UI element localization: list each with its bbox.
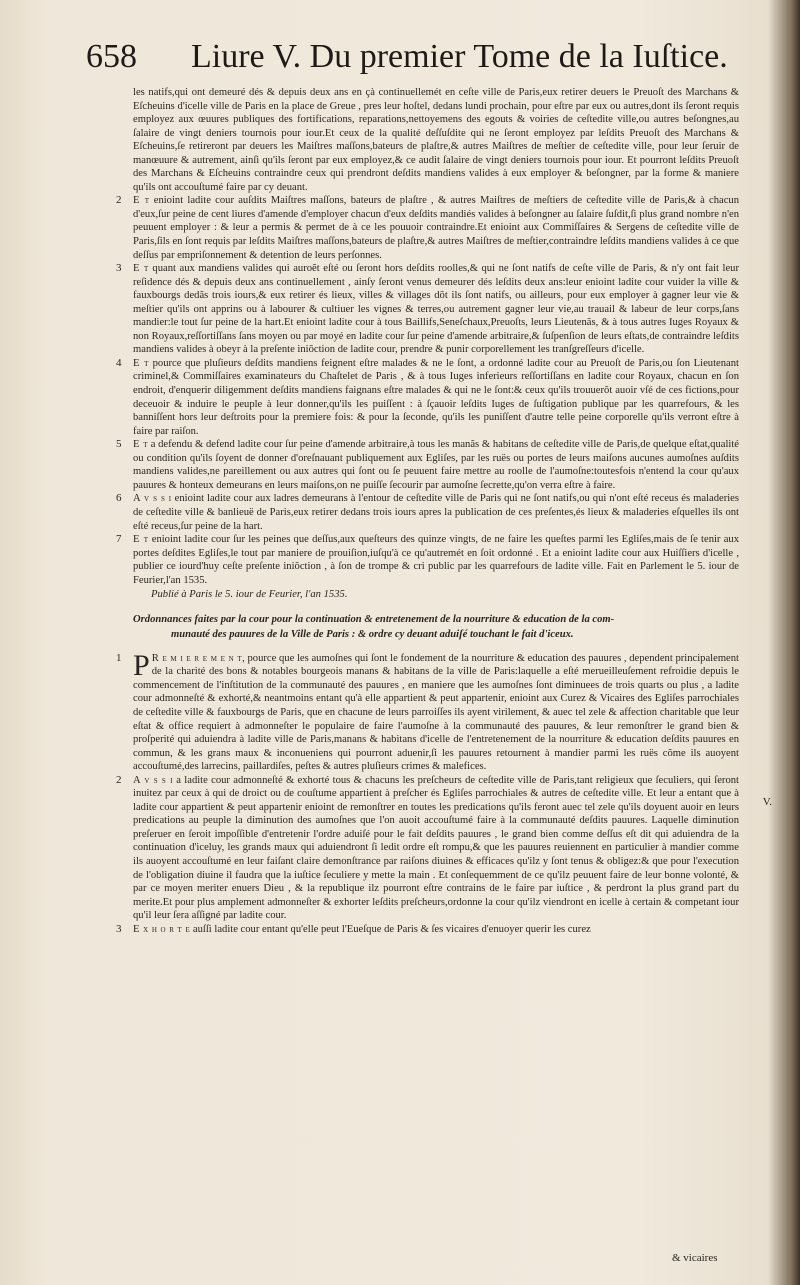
paragraph-6 [116, 492, 739, 533]
article-text: , pource que les aumoſnes qui ſont le fondement de la nourriture & education des pauures , dependent principalement de la charité des bons & notables bourgeois manans & habitans de la ville de Paris:laquelle a eſté merueilleuſement refroidie depuis le commencement de l'inſtitution de la communauté des pauures , en maniere que les aumoſnes ſont diminuees de trois quarts ou plus , a ladite cour admonneſté & exhorté,& neantmoins entant qu'à elle appartient & peut appartenir, enioint aux Curez & Vicaires des Egliſes parrochiales de ceſtedite ville & fauxbourgs de Paris, que en chacune de leurs parroiſſes ils ayent virilement, & auec tel zele & affection charitable que leur eſtat & office requiert à admonneſter le populaire de faire l'aumoſne à la communauté des pauures, & leur remonſtrer le grand bien & proſperité qui aduiendra à ladite ville de Paris,manans & habitans d'icelle de l'entretenement de la nourriture & education deſdits pauures en commun, & les grans maux & inconueniens qui pourront aduenir,ſi les pauures retournent à mandier parmi les ruës cõme ils auoyent accouſtumé,des larrecins, paillardiſes, peſtes & autres pluſieurs crimes & malefices. [133, 652, 740, 773]
paragraph-number: 5 [116, 438, 122, 451]
article-number: 2 [116, 773, 122, 786]
paragraph-number: 3 [116, 262, 122, 275]
paragraph-lead: E t [133, 534, 149, 546]
ordonnance-article-3 [116, 922, 739, 937]
running-title: Liure V. Du premier Tome de la Iuſtice. [191, 38, 728, 75]
paragraph-number: 2 [116, 194, 122, 207]
article-text: auſſi ladite cour entant qu'elle peut l'Eueſque de Paris & ſes vicaires d'enuoyer querir les curez [190, 923, 591, 935]
section-title-line-2: munauté des pauures de la Ville de Paris : & ordre cy deuant aduiſé touchant le fait d'iceux. [171, 628, 574, 640]
page-header [86, 38, 740, 82]
paragraph-lead: E t [133, 263, 149, 275]
article-lead: A v s s i [133, 774, 173, 786]
article-lead: E x h o r t e [133, 923, 191, 935]
paragraph-number: 7 [116, 533, 122, 546]
drop-cap: P [133, 648, 150, 682]
paragraph-number: 6 [116, 492, 122, 505]
paragraph-text: quant aux mandiens valides qui auroẽt eſté ou ſeront hors deſdits roolles,& qui ne ſont natifs de ceſte ville de Paris, & n'y ont fait leur reſidence dés & depuis deux ans continuellement , ainſy ſeront venus demeurer dés leſdits deux ans:leur enioint ladite cour vuider la ville & fauxbourgs dedãs trois iours,& eux retirer és lieux, villes & villages dõt ils ſont natifs, ou ailleurs, pour eux employer à gagner leur vie & meſtier qu'ils ont apprins ou à labourer & cultiuer les vignes & terres,ou autrement gagner leur vie,au trauail & labeur de leur corps,ſans mandier:le tout ſur peine de la hart.Et enioint ladite cour à tous Baillifs,Seneſchaux,Preuoſts, leurs Lieutenãs, & à tous autres Iuges Royaux & non Royaux,reſſortiſſans ſans moyen ou par moyé en ladite cour ſur peine d'amende arbitraire,& ſuſpenſion de leurs eſtats,de contraindre leſdits mandiens valides à obeyr à la preſente iniõction de ladite cour, prendre & punir corporellement les tranſgreſſeurs d'icelle. [133, 263, 739, 356]
section-title [133, 612, 739, 642]
paragraph-lead: E t [133, 195, 150, 207]
ordonnance-article-2 [116, 773, 739, 923]
paragraph-5 [116, 438, 739, 492]
paragraph-text: les natifs,qui ont demeuré dés & depuis deux ans en çà continuellemét en ceſte ville de Paris,eux retirer deuers le Preuoſt des Marchans & Eſcheuins d'icelle ville de Paris en la place de Greue , pres leur hoſtel, dedans lundi prochain, pour eſtre par eux ou autres,dont ils ſeront requis employez aux œuures publiques des fortifications, reparations,nettoyemens des egouts & voiries de ceſtedite ville,ou autres beſongnes,au ſalaire de vingt deniers tournois pour iour.Et ceux de la qualité deſſuſdite qui ne ſeront employez par leſdits Preuoſt des Marchans & Eſcheuins,ſe retireront par deuers les Maiſtres maſſons,bateurs de plaſtre,& autres Maiſtres de meſtier de ceſtedite ville, pour leur ſeruir de manœuure & autrement, ainſi qu'ils ſeront par eux employez,& ce audit ſalaire de vingt deniers tournois pour iour. Et pourront leſdits Preuoſt des Marchans & Eſcheuins contraindre ceux qui prendront deſdits mandiens valides à eux employer & beſongner, par la forme & maniere qu'ils ont accouſtumé faire par cy deuant. [133, 87, 739, 193]
paragraph-text: pource que pluſieurs deſdits mandiens feignent eſtre malades & ne le ſont, a ordonné ladite cour au Preuoſt de Paris,ou ſon Lieutenant criminel,& Commiſſaires examinateurs du Chaſtelet de Paris , & à tous Iuges inferieurs reſſortiſſans en ladite cour Royaux, chacun en ſon endroit, d'enquerir diligemment deſdits mandiens faignans eſtre malades & qui ne le ſont:& ceux qu'ils trouuerõt auoir vſé de ces fictions,pour deceuoir & induire le peuple à leur donner,qu'ils les puiſſent : à ſçauoir leſdits Iuges de ſuſtigation publique par les quarrefours, & les banniſſent hors leur deſtroits pour la premiere fois: & pour la ſeconde, qu'ils les puniſſent d'autre telle peine corporelle qu'ils verront eſtre à faire par raiſon. [133, 357, 739, 437]
paragraph-lead: E t [133, 439, 148, 451]
article-lead: R e m i e r e m e n t [151, 652, 243, 664]
article-number: 3 [116, 922, 122, 935]
page-edge-shadow [790, 0, 800, 1285]
paragraph-text: enioint ladite cour ſur les peines que deſſus,aux queſteurs des quinze vingts, de ne faire les queſtes parmi les Egliſes,mais de ſe tenir aux portes deſdites Egliſes,le tout par maniere de prouiſion,iuſqu'à ce qu'autremét en ſoit ordonné . Et a enioint ladite cour aux Huiſſiers d'icelle , publier ce iourd'huy ceſte preſente iniõction , à ſon de trompe & cri public par les quarrefours de ladite ville. Fait en Parlement le 5. iour de Feurier,l'an 1535. [133, 534, 739, 586]
paragraph-text: enioint ladite cour aux ladres demeurans à l'entour de ceſtedite ville de Paris qui ne ſont natifs,ou qui n'ont eſté receus és maladeries de ceſtedite ville & banlieuë de Paris,eux retirer dedans trois iours apres la publication de ces preſentes,és lieux & maladeries eſquelles ils ont eſté receus,ſur peine de la hart. [133, 493, 739, 532]
article-number: 1 [116, 651, 122, 664]
article-text: a ladite cour admonneſté & exhorté tous & chacuns les preſcheurs de ceſtedite ville de Paris,tant religieux que ſeculiers, qui ſeront inuitez par ceux à qui de droict ou de couſtume appartient à preſcher és Egliſes parrochiales & autres de ceſtedite ville. Et leur a entant que à ladite cour appartient & peut appartenir enioint de remonſtrer en toutes les predications qu'ils feront auec tel zele qu'ils doyuent auoir en leurs predications au peuple la diminution des aumoſnes que l'on auoit accouſtumé faire à la communauté deſdits pauures. Laquelle diminution preſeruer en ſeroit impoſſible d'entretenir l'ordre aduiſé pour le fait deſdits pauures , le grand bien comme deſſus eſt dit qui aduiendra de la continuation d'iceluy, les grands maux qui aduiendront ſi ledit ordre eſt rompu,& que les pauures reuiennent en particulier à mandier comme ils auoyent accouſtumé en leur faiſant claire demonſtrance par raiſons diuines & efficaces qu'ilz y ſont tenus & obligez:& que pour l'execution de l'obligation diuine il faudra que la iuſtice ſeculiere y mette la main . Et conſequemment de ce qu'ilz peuuent faire de leur bonne volonté, & par ce moyen meriter enuers Dieu , & la republique ilz pourront eſtre contrains de le faire par iuſtice , & perdront la plus grand part du merite.Et pour plus amplement admonneſter & exhorter leſdits preſcheurs,ordonne la cour qu'ilz viendront en icelle à certain & competant iour qu'il leur ſera aſſigné par ladite cour. [133, 774, 739, 922]
folio-number: 658 [86, 38, 137, 75]
section-title-line-1: Ordonnances faites par la cour pour la continuation & entretenement de la nourriture & education de la com- [133, 613, 615, 625]
paragraph-3 [116, 262, 739, 357]
publication-note: Publié à Paris le 5. iour de Feurier, l'an 1535. [151, 589, 348, 601]
margin-note: V. [762, 796, 772, 808]
catchword: & vicaires [672, 1252, 718, 1264]
paragraph-lead: E t [133, 357, 149, 369]
paragraph-lead: A v s s i [133, 493, 172, 505]
paragraph-number: 4 [116, 356, 122, 369]
paragraph-4 [116, 356, 739, 438]
paragraph-2 [116, 194, 739, 262]
paragraph-text: enioint ladite cour auſdits Maiſtres maſſons, bateurs de plaſtre , & autres Maiſtres de meſtiers de ceſtedite ville de Paris,& à chacun d'eux,ſur peine de cent liures d'amende d'employer chacun d'eux deſdits mandiés valides à beſongner au ſalaire ſuſdit,ſi plus grand nombre n'en peuuent employer : & leur a permis & permet de à ce les pouuoir contraindre.Et enioint aux Commiſſaires & Sergens de ceſtedite ville de Paris,ſils en ſont requis par leſdits Maiſtres maſſons,bateurs de plaſtre,& autres Maiſtres de meſtier,contraindre leſdits mandiens valides à ce que deſſus par empriſonnement & detention de leurs perſonnes. [133, 195, 739, 261]
paragraph-continuation [133, 86, 739, 194]
paragraph-7 [116, 533, 739, 587]
paragraph-text: a defendu & defend ladite cour ſur peine d'amende arbitraire,à tous les manãs & habitans de ceſtedite ville de Paris,de quelque eſtat,qualité ou condition qu'ils ſoyent de donner d'oreſnauant publiquement aux Egliſes, par les ruës ou portes de leurs maiſons aucunes aumoſnes auſdits mandiens valides,ne pareillement ou aux autres qui ſont ou ſe peuuent faire mettre au roolle de l'aumoſne:toutesfois n'entend la cour qu'aux pauures & honteux demeurans en leurs maiſons,on ne puiſſe ſecourir par aumoſne ſecrette,qu'on verra eſtre à faire. [133, 439, 739, 491]
ordonnance-article-1 [116, 648, 740, 774]
page-body [116, 86, 740, 936]
